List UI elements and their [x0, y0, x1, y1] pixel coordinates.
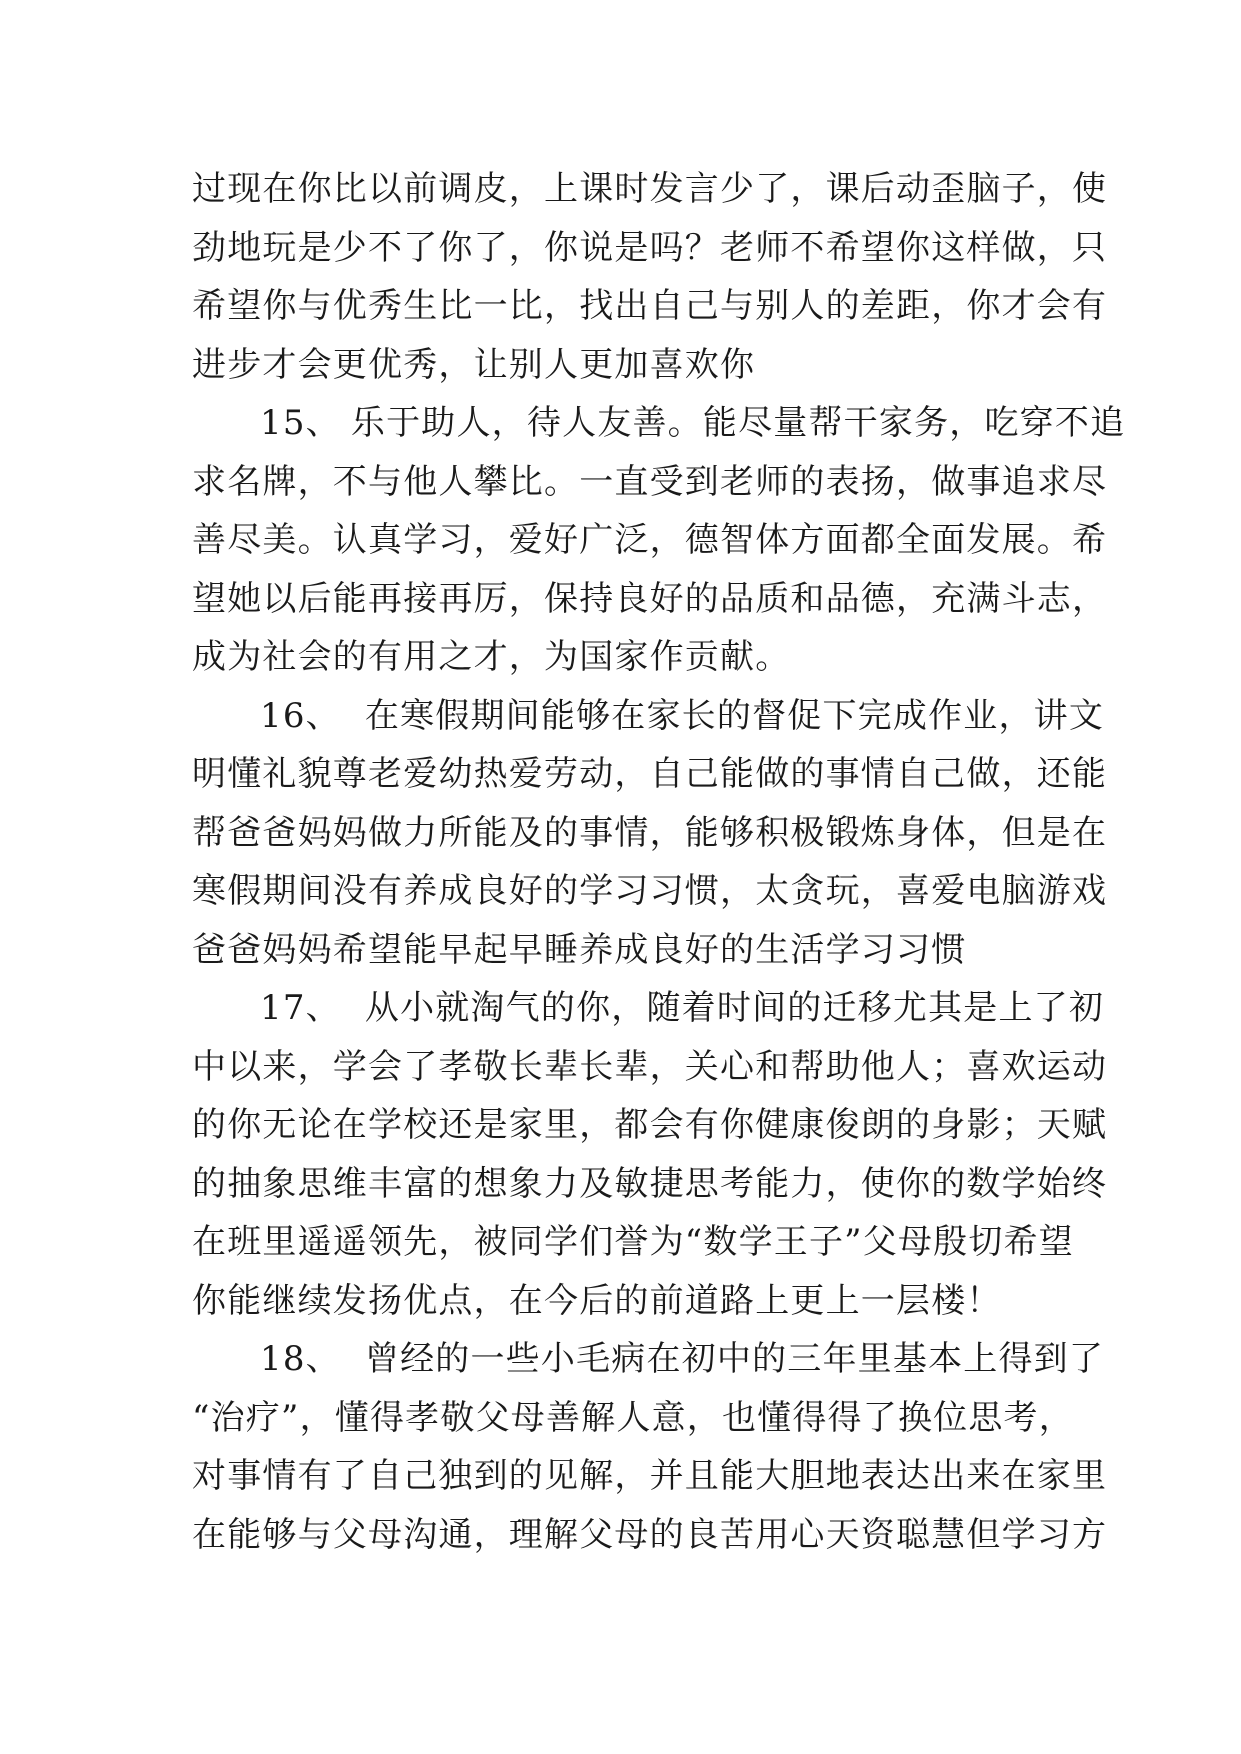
paragraph-18 — [192, 1330, 1108, 1564]
text-line: 的抽象思维丰富的想象力及敏捷思考能力，使你的数学始终 — [192, 1163, 1108, 1204]
text-line-first — [192, 1330, 1105, 1389]
text-line: 成为社会的有用之才，为国家作贡献。 — [192, 637, 791, 677]
text-line-content: 曾经的一些小毛病在初中的三年里基本上得到了 — [364, 1339, 1105, 1379]
paragraph-number: 17、 — [260, 988, 341, 1028]
text-line: 过现在你比以前调皮，上课时发言少了，课后动歪脑子，使 — [192, 169, 1108, 209]
text-line: “治疗”，懂得孝敬父母善解人意，也懂得得了换位思考， — [192, 1397, 1074, 1438]
text-line: 爸爸妈妈希望能早起早睡养成良好的生活学习习惯 — [192, 929, 967, 970]
text-line-first — [192, 979, 1105, 1038]
text-line-content: 在寒假期间能够在家长的督促下完成作业，讲文 — [364, 695, 1105, 736]
text-line-first — [192, 394, 1126, 453]
text-line-content: 乐于助人，待人友善。能尽量帮干家务，吃穿不追 — [350, 403, 1126, 443]
text-line: 进步才会更优秀，让别人更加喜欢你 — [192, 344, 756, 385]
paragraph-number: 15、 — [260, 403, 341, 443]
text-line: 善尽美。认真学习，爱好广泛，德智体方面都全面发展。希 — [192, 520, 1108, 560]
paragraph-number: 18、 — [260, 1339, 341, 1379]
text-line: 求名牌，不与他人攀比。一直受到老师的表扬，做事追求尽 — [192, 461, 1108, 502]
text-line: 中以来，学会了孝敬长辈长辈，关心和帮助他人；喜欢运动 — [192, 1046, 1108, 1087]
paragraph-17 — [192, 979, 1108, 1330]
text-line: 劲地玩是少不了你了，你说是吗？老师不希望你这样做，只 — [192, 227, 1108, 268]
text-line: 望她以后能再接再厉，保持良好的品质和品德，充满斗志， — [192, 578, 1108, 619]
body-text — [192, 160, 1126, 1564]
text-line: 在能够与父母沟通，理解父母的良苦用心天资聪慧但学习方 — [192, 1514, 1108, 1555]
paragraph-number: 16、 — [260, 695, 341, 736]
paragraph-16 — [192, 687, 1108, 980]
text-line: 你能继续发扬优点，在今后的前道路上更上一层楼！ — [192, 1280, 1002, 1321]
text-line-content: 从小就淘气的你，随着时间的迁移尤其是上了初 — [364, 988, 1105, 1028]
paragraph-15 — [192, 394, 1126, 687]
paragraph-continued — [192, 160, 1108, 394]
text-line: 的你无论在学校还是家里，都会有你健康俊朗的身影；天赋 — [192, 1105, 1108, 1145]
text-line: 在班里遥遥领先，被同学们誉为“数学王子”父母殷切希望 — [192, 1222, 1074, 1262]
text-line: 寒假期间没有养成良好的学习习惯，太贪玩，喜爱电脑游戏 — [192, 871, 1108, 911]
text-line: 对事情有了自己独到的见解，并且能大胆地表达出来在家里 — [192, 1456, 1108, 1496]
text-line: 明懂礼貌尊老爱幼热爱劳动，自己能做的事情自己做，还能 — [192, 754, 1108, 794]
text-line: 帮爸爸妈妈做力所能及的事情，能够积极锻炼身体，但是在 — [192, 812, 1108, 853]
text-line-first — [192, 687, 1105, 746]
text-line: 希望你与优秀生比一比，找出自己与别人的差距，你才会有 — [192, 286, 1108, 326]
